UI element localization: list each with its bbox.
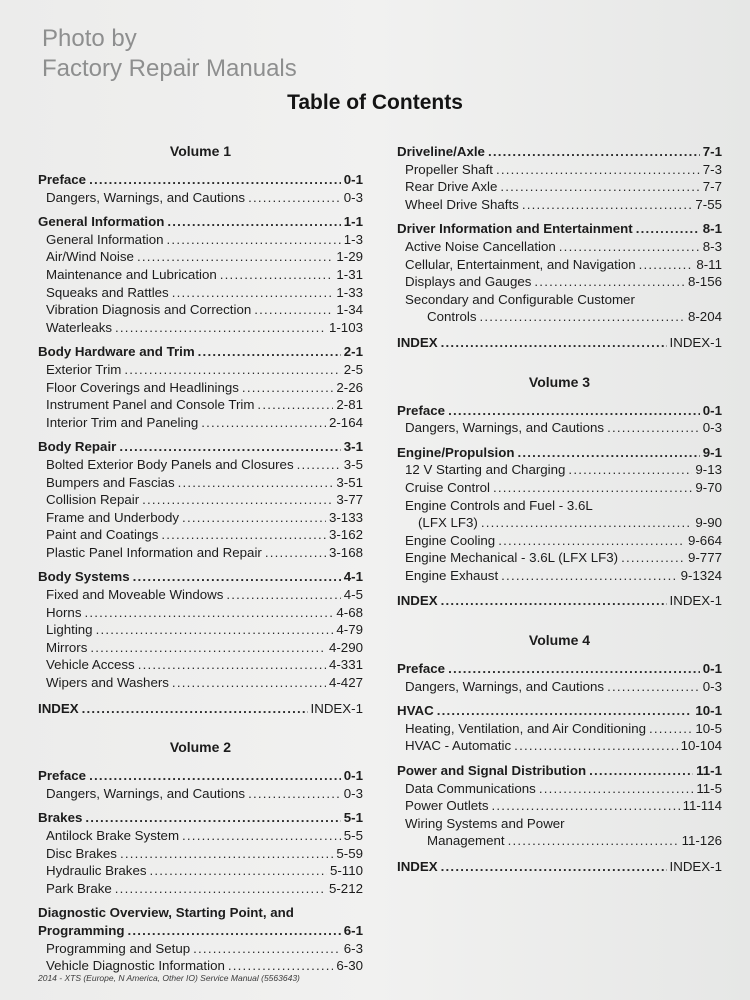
toc-entry[interactable]: Cellular, Entertainment, and Navigation ..... 8-11 [397,256,722,274]
toc-entry[interactable]: Collision Repair ..... 3-77 [38,491,363,509]
watermark-line-2: Factory Repair Manuals [42,55,297,82]
toc-entry[interactable]: Park Brake ..... 5-212 [38,880,363,898]
volume-title: Volume 1 [169,143,232,159]
toc-entry[interactable]: (LFX LF3) ..... 9-90 [397,514,722,532]
volume-title: Volume 2 [169,739,232,756]
toc-entry-index[interactable]: INDEX ..... INDEX-1 [397,592,722,610]
toc-section [38,171,363,206]
toc-entry-diagnostic[interactable]: Programming ..... 6-1 [38,922,363,940]
toc-section [397,220,722,326]
toc-entry-index[interactable]: INDEX ..... INDEX-1 [397,858,722,876]
watermark [42,24,297,84]
toc-entry[interactable]: Hydraulic Brakes ..... 5-110 [38,862,363,880]
toc-entry[interactable]: Lighting ..... 4-79 [38,621,363,639]
toc-section [397,762,722,850]
toc-entry[interactable]: Horns ..... 4-68 [38,604,363,622]
toc-section [38,343,363,431]
toc-entry[interactable]: Fixed and Moveable Windows ..... 4-5 [38,586,363,604]
toc-entry[interactable]: Power Outlets ..... 11-114 [397,797,722,815]
toc-entry[interactable]: Interior Trim and Paneling ..... 2-164 [38,414,363,432]
page-title: Table of Contents [287,91,463,114]
toc-entry[interactable]: Instrument Panel and Console Trim ..... 2-81 [38,396,363,414]
toc-entry[interactable]: Dangers, Warnings, and Cautions ..... 0-3 [38,189,363,207]
toc-section [397,402,722,437]
toc-entry-preface[interactable]: Preface ..... 0-1 [397,402,722,420]
toc-entry-index[interactable]: INDEX ..... INDEX-1 [397,334,722,352]
toc-section [397,702,722,755]
toc-entry[interactable]: Engine Exhaust ..... 9-1324 [397,567,722,585]
toc-entry[interactable]: Vibration Diagnosis and Correction ..... 1-34 [38,301,363,319]
toc-entry-line-1: Secondary and Configurable Customer [405,291,635,307]
toc-entry[interactable]: Disc Brakes ..... 5-59 [38,845,363,863]
toc-entry-body-systems[interactable]: Body Systems ..... 4-1 [38,568,363,586]
toc-entry-power-signal[interactable]: Power and Signal Distribution ..... 11-1 [397,762,722,780]
toc-entry-preface[interactable]: Preface ..... 0-1 [397,660,722,678]
toc-entry-driveline-axle[interactable]: Driveline/Axle ..... 7-1 [397,143,722,161]
toc-section [397,143,722,213]
toc-entry[interactable]: HVAC - Automatic ..... 10-104 [397,737,722,755]
toc-entry-preface[interactable]: Preface ..... 0-1 [38,767,363,785]
page-title-wrap [0,91,750,115]
toc-entry[interactable]: Bumpers and Fascias ..... 3-51 [38,474,363,492]
toc-entry[interactable]: Engine Mechanical - 3.6L (LFX LF3) ..... 9-777 [397,549,722,567]
left-column [38,139,363,979]
toc-section [38,568,363,691]
toc-entry[interactable]: Wheel Drive Shafts ..... 7-55 [397,196,722,214]
toc-entry[interactable]: Dangers, Warnings, and Cautions ..... 0-3 [397,678,722,696]
toc-entry[interactable]: Data Communications ..... 11-5 [397,780,722,798]
toc-section [397,444,722,585]
toc-section [38,213,363,336]
toc-entry[interactable]: Waterleaks ..... 1-103 [38,319,363,337]
toc-entry[interactable]: Cruise Control ..... 9-70 [397,479,722,497]
toc-entry[interactable]: Antilock Brake System ..... 5-5 [38,827,363,845]
toc-entry-index[interactable]: INDEX ..... INDEX-1 [38,700,363,718]
toc-entry[interactable]: Floor Coverings and Headlinings ..... 2-26 [38,379,363,397]
toc-section [38,809,363,897]
toc-entry[interactable]: Management ..... 11-126 [397,832,722,850]
toc-entry[interactable]: Air/Wind Noise ..... 1-29 [38,248,363,266]
toc-entry[interactable]: Frame and Underbody ..... 3-133 [38,509,363,527]
toc-entry[interactable]: Vehicle Access ..... 4-331 [38,656,363,674]
toc-entry-hvac[interactable]: HVAC ..... 10-1 [397,702,722,720]
toc-entry[interactable]: Dangers, Warnings, and Cautions ..... 0-3 [397,419,722,437]
toc-entry[interactable]: Bolted Exterior Body Panels and Closures ..... 3-5 [38,456,363,474]
toc-entry[interactable]: Active Noise Cancellation ..... 8-3 [397,238,722,256]
toc-entry-line-1: Engine Controls and Fuel - 3.6L [405,497,593,513]
toc-section [397,660,722,695]
page-footer: 2014 - XTS (Europe, N America, Other IO) Service Manual (5563643) [38,973,300,983]
toc-entry[interactable]: Vehicle Diagnostic Information ..... 6-30 [38,957,363,975]
toc-entry[interactable]: Heating, Ventilation, and Air Conditioning ..... 10-5 [397,720,722,738]
toc-entry-engine-propulsion[interactable]: Engine/Propulsion ..... 9-1 [397,444,722,462]
toc-entry[interactable]: Displays and Gauges ..... 8-156 [397,273,722,291]
toc-entry[interactable]: 12 V Starting and Charging ..... 9-13 [397,461,722,479]
toc-entry-driver-information[interactable]: Driver Information and Entertainment ..... 8-1 [397,220,722,238]
toc-entry[interactable]: Exterior Trim ..... 2-5 [38,361,363,379]
toc-entry[interactable]: Mirrors ..... 4-290 [38,639,363,657]
toc-entry[interactable]: Plastic Panel Information and Repair ..... 3-168 [38,544,363,562]
toc-section [38,438,363,561]
toc-entry-line-1: Wiring Systems and Power [405,815,565,831]
toc-entry-body-repair[interactable]: Body Repair ..... 3-1 [38,438,363,456]
toc-entry[interactable]: Paint and Coatings ..... 3-162 [38,526,363,544]
toc-entry[interactable]: Maintenance and Lubrication ..... 1-31 [38,266,363,284]
toc-entry[interactable]: General Information ..... 1-3 [38,231,363,249]
toc-entry-body-hardware[interactable]: Body Hardware and Trim ..... 2-1 [38,343,363,361]
toc-entry-diagnostic-line-1: Diagnostic Overview, Starting Point, and [38,905,294,921]
toc-entry[interactable]: Squeaks and Rattles ..... 1-33 [38,284,363,302]
toc-entry[interactable]: Propeller Shaft ..... 7-3 [397,161,722,179]
watermark-line-1: Photo by [42,25,137,52]
toc-entry-brakes[interactable]: Brakes ..... 5-1 [38,809,363,827]
toc-entry[interactable]: Programming and Setup ..... 6-3 [38,940,363,958]
toc-entry[interactable]: Rear Drive Axle ..... 7-7 [397,178,722,196]
toc-entry-preface[interactable]: Preface ..... 0-1 [38,171,363,189]
toc-entry-general-information[interactable]: General Information ..... 1-1 [38,213,363,231]
volume-title: Volume 4 [528,632,591,649]
toc-entry[interactable]: Engine Cooling ..... 9-664 [397,532,722,550]
toc-entry[interactable]: Controls ..... 8-204 [397,308,722,326]
volume-title: Volume 3 [528,373,591,390]
toc-section [38,767,363,802]
right-column [397,143,722,876]
toc-section [38,904,363,974]
toc-entry[interactable]: Wipers and Washers ..... 4-427 [38,674,363,692]
toc-entry[interactable]: Dangers, Warnings, and Cautions ..... 0-3 [38,785,363,803]
